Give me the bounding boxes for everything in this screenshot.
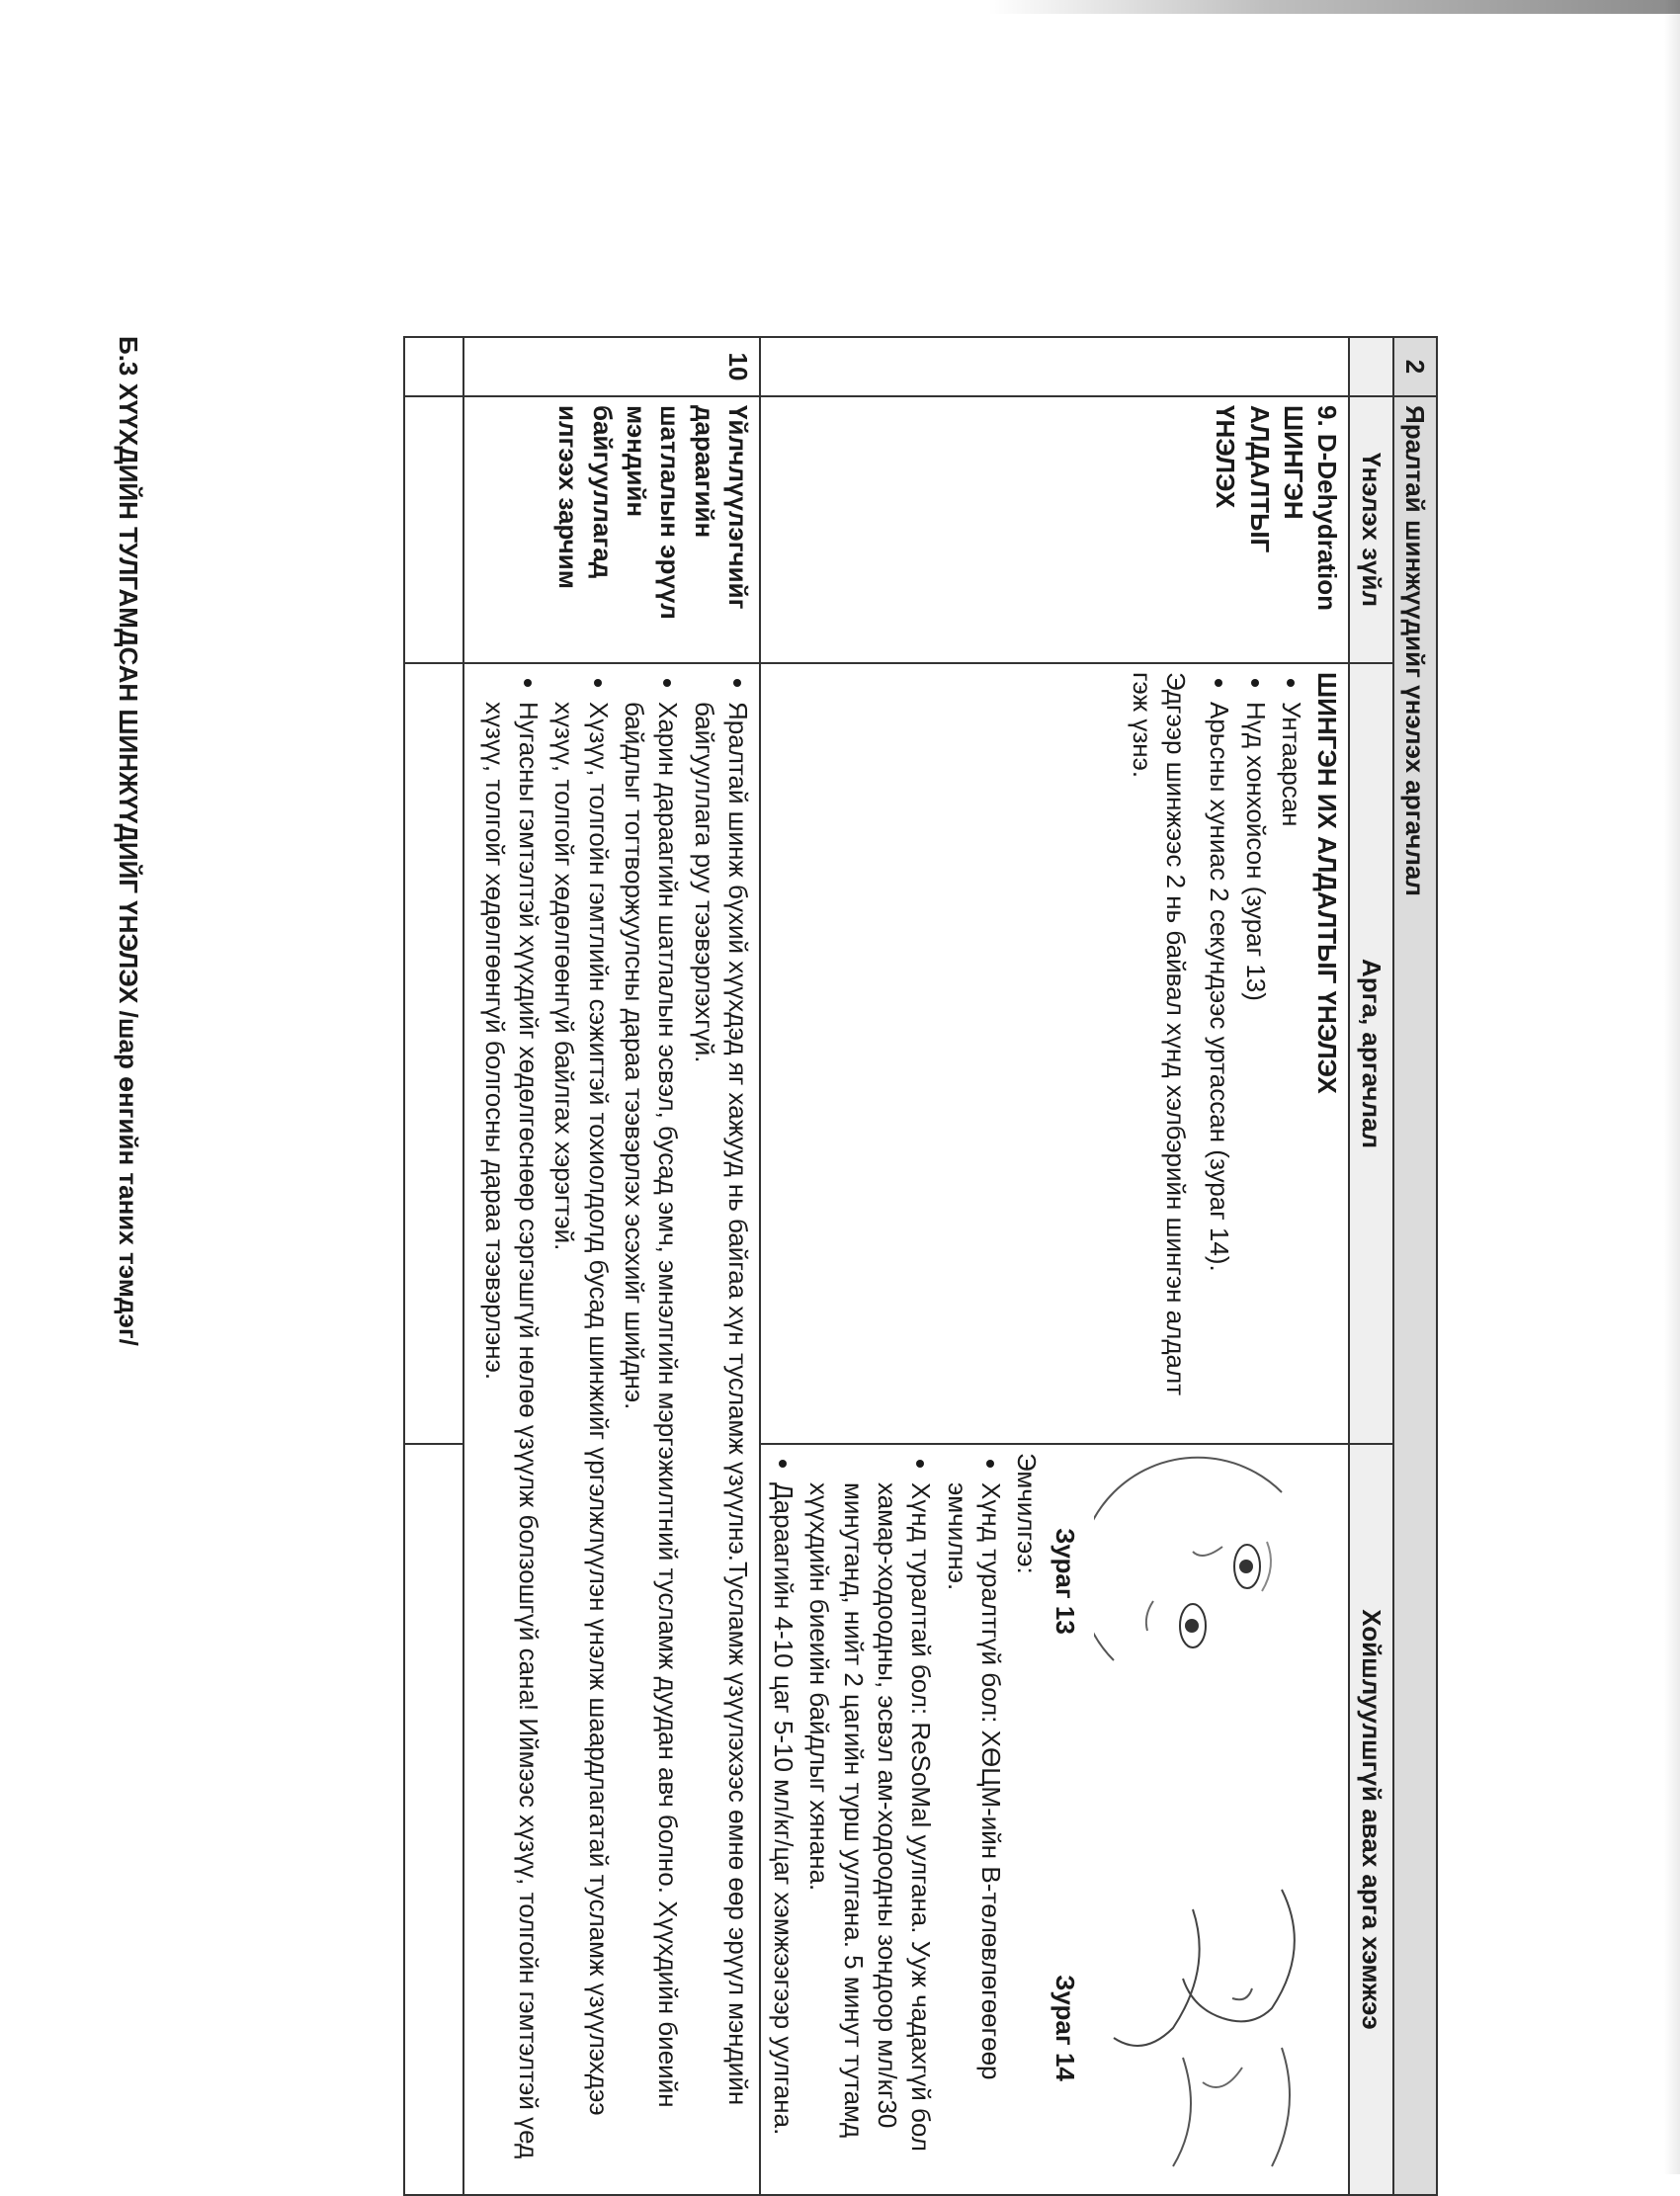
- empty-cell: [404, 1444, 463, 2195]
- figure-13-label: Зураг 13: [1050, 1528, 1080, 1635]
- empty-cell: [404, 337, 463, 396]
- row9-item: 9. D-Dehydration ШИНГЭН АЛДАЛТЫГ ҮНЭЛЭХ: [760, 396, 1350, 663]
- column-header-method: Арга, аргачлал: [1349, 663, 1392, 1444]
- column-header-treatment: Хойшлуулшгүй авах арга хэмжээ: [1349, 1444, 1392, 2195]
- column-header-blank: [1349, 337, 1392, 396]
- figure-13: [1048, 1453, 1341, 1710]
- list-item: • Хүзүү, толгойн гэмтлийн сэжигтэй тохиолдолд бусад шинжийг үргэлжлүүлэн үнэлж шаардлагатай тусламж үзүүлэхдээ хүзүү, толгойг хөдөлгөөнгүй байлгах хэрэгтэй.: [547, 702, 616, 2186]
- empty-cell: [404, 663, 463, 1444]
- row9-number-cell: [760, 337, 1350, 396]
- assessment-table: [403, 336, 1438, 2196]
- table-row-10: [463, 337, 760, 2195]
- table-row-9: [760, 337, 1350, 2195]
- row9-method-list: [1203, 672, 1308, 1435]
- empty-cell: [404, 396, 463, 663]
- row9-method-cell: [760, 663, 1350, 1444]
- figure-14: [1048, 1870, 1341, 2186]
- list-item: • Хүнд туралтгүй бол: ХӨЦМ-ийн В-төлөвлөгөөгөөр эмчилнэ.: [940, 1482, 1008, 2186]
- list-item: • Арьсны хуниас 2 секундээс уртассан (зураг 14).: [1203, 702, 1236, 1435]
- column-header-row: [1349, 337, 1392, 2195]
- list-item: • Хүнд туралтай бол: ReSoMal уулгана. Ууж чадахгүй бол хамар-ходоодны, эсвэл ам-ходоодны зондоор мл/кг30 минутанд, нийт 2 цагийн турш уулгана. 5 минут тутамд хүүхдийн биеийн байдлыг хянана.: [802, 1482, 938, 2186]
- list-item: • Дараагийн 4-10 цаг 5-10 мл/кг/цаг хэмжээгээр уулгана.: [767, 1482, 800, 2186]
- header-number: 2: [1393, 337, 1437, 396]
- row9-treatment-cell: [760, 1444, 1350, 2195]
- skin-pinch-illustration: [1094, 1870, 1341, 2186]
- row10-item: Үйлчлүүлэгчийг дараагийн шатлалын эрүүл мэндийн байгууллагад илгээх зарчим: [463, 396, 760, 663]
- table-row-empty: [404, 337, 463, 2195]
- row10-list: [477, 672, 755, 2186]
- row10-number: 10: [463, 337, 760, 396]
- sunken-eyes-face-illustration: [1094, 1453, 1341, 1710]
- list-item: • Яралтай шинж бүхий хүүхдэд яг хажууд нь байгаа хүн тусламж үзүүлнэ.Тусламж үзүүлэхээс өмнө өөр эрүүл мэндийн байгууллага руу тээвэрлэхгүй.: [687, 702, 755, 2186]
- list-item: • Унтаарсан: [1275, 702, 1308, 1435]
- figure-14-label: Зураг 14: [1050, 1975, 1080, 2081]
- row9-method-title: ШИНГЭН ИХ АЛДАЛТЫГ ҮНЭЛЭХ: [1312, 672, 1343, 1094]
- list-item: • Харин дараагийн шатлалын эсвэл, бусад эмч, эмнэлгийн мэргэжилтний тусламж дуудан авч болно. Хүүхдийн биеийн байдлыг тогтворжуулсны дараа тээвэрлэх эсэхийг шийднэ.: [618, 702, 686, 2186]
- row10-content-cell: [463, 663, 760, 2195]
- treatment-label: Эмчилгээ:: [1012, 1453, 1043, 1574]
- list-item: • Нугасны гэмтэлтэй хүүхдийг хөдөлгөснөөр сэргэшгүй нөлөө үзүүлж болзошгүй сана! Иймээс хүзүү, толгойн гэмтэлтэй үед хүзүү, толгойг хөдөлгөөнгүй болгосны дараа тээвэрлэнэ.: [477, 702, 546, 2186]
- row9-method-note: Эдгээр шинжээс 2 нь байвал хүнд хэлбэрийн шингэн алдалт гэж үзнэ.: [1127, 672, 1192, 1396]
- figure-row: [1048, 1453, 1344, 2186]
- column-header-item: Үнэлэх зүйл: [1349, 396, 1392, 663]
- table-header-row: [1393, 337, 1437, 2195]
- header-title: Яралтай шинжүүдийг үнэлэх аргачлал: [1393, 396, 1437, 2195]
- list-item: • Нүд хонхойсон (зураг 13): [1238, 702, 1272, 1435]
- section-heading: Б.3 ХҮҮХДИЙН ТУЛГАМДСАН ШИНЖҮҮДИЙГ ҮНЭЛЭХ /шар өнгийн таних тэмдэг/: [114, 336, 143, 1346]
- row9-treatment-list: [767, 1453, 1008, 2186]
